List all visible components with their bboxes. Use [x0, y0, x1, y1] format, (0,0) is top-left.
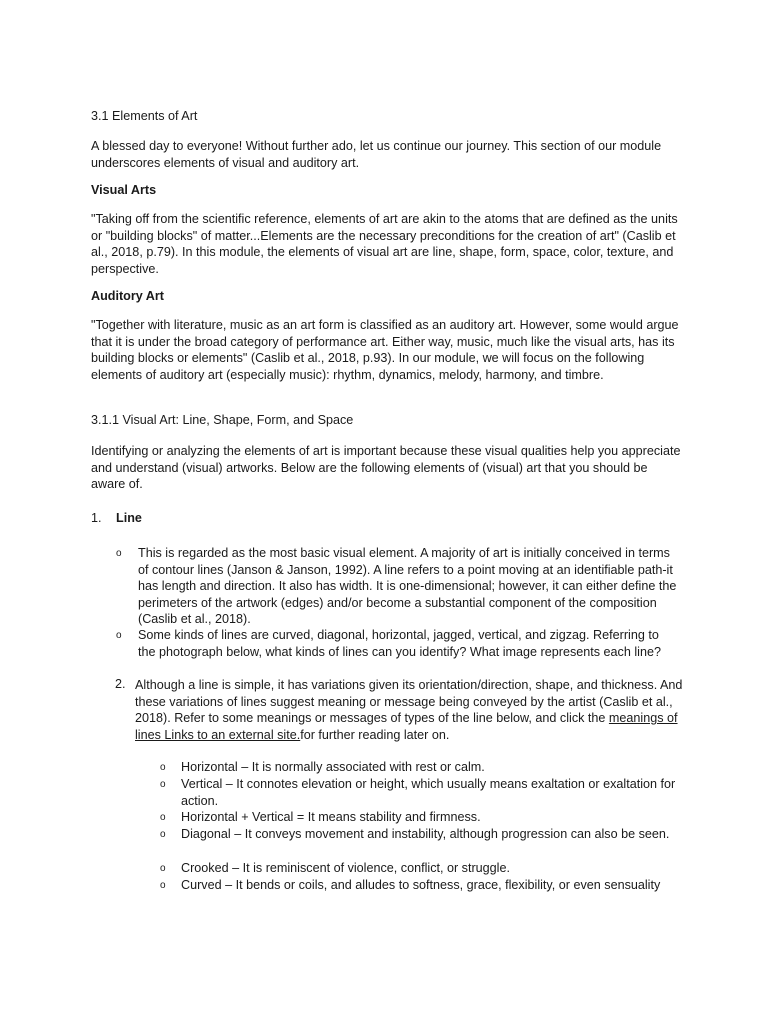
list-item-2-text — [135, 677, 683, 743]
auditory-art-paragraph: "Together with literature, music as an art form is classified as an auditory art. However, some would argue that it is under the broad category of performance art. Either way, music, much like the visual arts, has its building blocks or elements" (Caslib et al., 2018, p.93). In our module, we will focus on the following elements of auditory art (especially music): rhythm, dynamics, melody, harmony, and timbre. — [91, 318, 679, 382]
bullet-marker: o — [116, 630, 122, 641]
list-item: Crooked – It is reminiscent of violence, conflict, or struggle. — [181, 861, 510, 875]
meanings-of-lines-link[interactable]: meanings of lines Links to an external site. — [135, 711, 678, 742]
list-item: Some kinds of lines are curved, diagonal, horizontal, jagged, vertical, and zigzag. Referring to the photograph below, what kinds of lines can you identify? What image represents each line? — [138, 628, 661, 659]
subsection-intro: Identifying or analyzing the elements of art is important because these visual qualities help you appreciate and understand (visual) artworks. Below are the following elements of (visual) art that you should be aware of. — [91, 444, 681, 492]
bullet-marker: o — [160, 762, 166, 773]
bullet-marker: o — [160, 829, 166, 840]
list-item: Horizontal + Vertical = It means stability and firmness. — [181, 810, 481, 824]
visual-arts-heading: Visual Arts — [91, 183, 157, 197]
list-item-2-text-before: Although a line is simple, it has variations given its orientation/direction, shape, and thickness. And these variations of lines suggest meaning or message being conveyed by the artist (Caslib et al., 2018). Refer to some meanings or messages of types of the line below, and click the — [135, 678, 683, 726]
list-item: Curved – It bends or coils, and alludes to softness, grace, flexibility, or even sensuality — [181, 878, 661, 892]
visual-arts-paragraph: "Taking off from the scientific reference, elements of art are akin to the atoms that are defined as the units or "building blocks" of matter...Elements are the necessary preconditions for the creation of art" (Caslib et al., 2018, p.79). In this module, the elements of visual art are line, shape, form, space, color, texture, and perspective. — [91, 212, 678, 276]
bullet-marker: o — [116, 548, 122, 559]
intro-paragraph: A blessed day to everyone! Without further ado, let us continue our journey. This section of our module underscores elements of visual and auditory art. — [91, 139, 662, 170]
subsection-title: 3.1.1 Visual Art: Line, Shape, Form, and Space — [91, 413, 354, 427]
bullet-marker: o — [160, 779, 166, 790]
auditory-art-heading: Auditory Art — [91, 289, 164, 303]
list-number-1: 1. — [91, 511, 102, 525]
list-item: Vertical – It connotes elevation or height, which usually means exaltation or exaltation for action. — [181, 777, 676, 808]
list-number-2: 2. — [115, 677, 126, 691]
section-title: 3.1 Elements of Art — [91, 109, 198, 123]
bullet-marker: o — [160, 812, 166, 823]
list-item-2-text-after: for further reading later on. — [300, 727, 450, 742]
bullet-marker: o — [160, 880, 166, 891]
list-item: Horizontal – It is normally associated with rest or calm. — [181, 760, 485, 774]
list-item: This is regarded as the most basic visual element. A majority of art is initially conceived in terms of contour lines (Janson & Janson, 1992). A line refers to a point moving at an identifiable path-it has length and direction. It also has width. It is one-dimensional; however, it can either define the perimeters of the artwork (edges) and/or become a substantial component of the composition (Caslib et al., 2018). — [138, 546, 677, 627]
bullet-marker: o — [160, 863, 166, 874]
line-heading: Line — [116, 511, 142, 525]
list-item: Diagonal – It conveys movement and instability, although progression can also be seen. — [181, 827, 670, 841]
